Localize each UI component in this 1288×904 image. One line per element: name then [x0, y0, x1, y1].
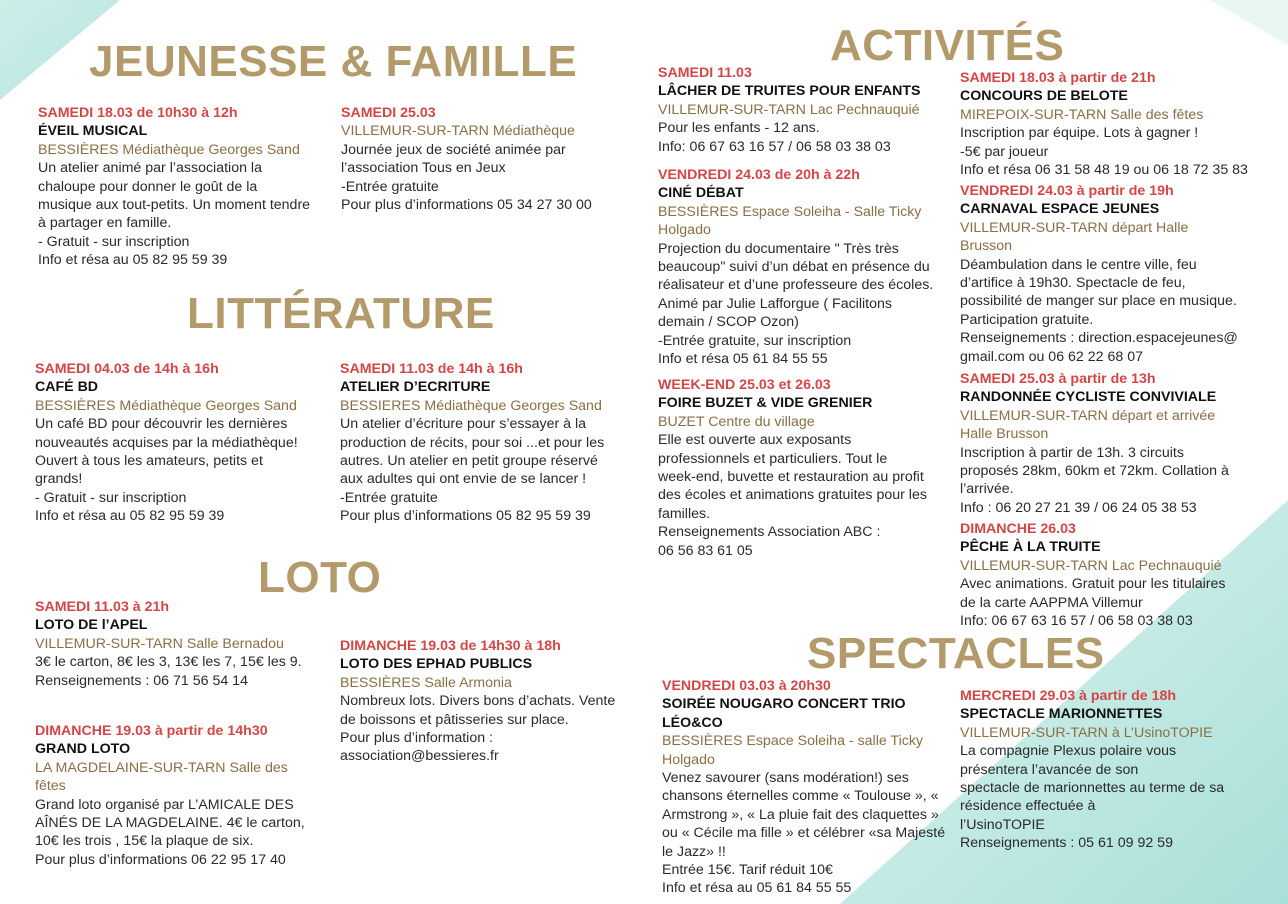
event-place: BESSIERES Médiathèque Georges Sand — [340, 397, 602, 414]
event-peche-truite — [960, 520, 1258, 630]
event-description: Pour les enfants - 12 ans. Info: 06 67 63 16 57 / 06 58 03 38 03 — [658, 120, 891, 155]
event-place: VILLEMUR-SUR-TARN Salle Bernadou — [35, 635, 284, 652]
event-eveil-musical — [38, 104, 334, 270]
section-title-spectacles: SPECTACLES — [807, 629, 1105, 678]
event-description: Un atelier animé par l’association la chaloupe pour donner le goût de la musique aux tout-petits. Un moment tendre à partager en famille. - Gratuit - sur inscription Info et résa au 05 82 95 59 39 — [38, 160, 311, 269]
event-date: VENDREDI 24.03 de 20h à 22h — [658, 167, 860, 183]
event-loto-ephad — [340, 637, 635, 766]
event-name: PÊCHE À LA TRUITE — [960, 539, 1101, 556]
event-place: VILLEMUR-SUR-TARN à L’UsinoTOPIE — [960, 724, 1213, 741]
event-name: CARNAVAL ESPACE JEUNES — [960, 201, 1160, 218]
event-grand-loto — [35, 722, 335, 869]
event-description: Elle est ouverte aux exposants professionnels et particuliers. Tout le week-end, buvette et restauration au profit des écoles et animations gratuites pour les familles. Renseignements Association ABC : 06 56 83 61 05 — [658, 432, 927, 559]
event-description: Inscription à partir de 13h. 3 circuits proposés 28km, 60km et 72km. Collation à l’arrivée. Info : 06 20 27 21 39 / 06 24 05 38 53 — [960, 444, 1229, 516]
event-place: BESSIÈRES Médiathèque Georges Sand — [38, 141, 300, 158]
event-cine-debat — [658, 166, 953, 368]
event-cafe-bd — [35, 360, 335, 526]
event-place: VILLEMUR-SUR-TARN Médiathèque — [341, 123, 575, 140]
event-place: BESSIÈRES Espace Soleiha - Salle Ticky Holgado — [658, 203, 922, 239]
event-date: VENDREDI 03.03 à 20h30 — [662, 678, 831, 694]
event-name: FOIRE BUZET & VIDE GRENIER — [658, 395, 873, 412]
event-name: CINÉ DÉBAT — [658, 185, 744, 202]
event-date: SAMEDI 04.03 de 14h à 16h — [35, 361, 219, 377]
event-place: VILLEMUR-SUR-TARN départ et arrivée Halle Brusson — [960, 407, 1216, 443]
event-description: Un café BD pour découvrir les dernières nouveautés acquises par la médiathèque! Ouvert à tous les amateurs, petits et grands! - Gratuit - sur inscription Info et résa au 05 82 95 59 39 — [35, 416, 298, 525]
event-description: Inscription par équipe. Lots à gagner ! -5€ par joueur Info et résa 06 31 58 48 19 ou 06 18 72 35 83 — [960, 125, 1248, 179]
event-description: Grand loto organisé par L’AMICALE DES AÎNÉS DE LA MAGDELAINE. 4€ le carton, 10€ les trois , 15€ la plaque de six. Pour plus d’informations 06 22 95 17 40 — [35, 796, 305, 868]
event-place: VILLEMUR-SUR-TARN Lac Pechnauquié — [658, 101, 920, 118]
event-date: SAMEDI 18.03 de 10h30 à 12h — [38, 105, 238, 121]
event-date: SAMEDI 18.03 à partir de 21h — [960, 70, 1156, 86]
event-atelier-ecriture — [340, 360, 630, 526]
event-randonnee-cycliste — [960, 370, 1258, 517]
event-place: LA MAGDELAINE-SUR-TARN Salle des fêtes — [35, 759, 288, 795]
event-description: Nombreux lots. Divers bons d’achats. Vente de boissons et pâtisseries sur place. Pour plus d’information : association@bessieres.fr — [340, 693, 616, 765]
event-description: Un atelier d’écriture pour s’essayer à la production de récits, pour soi ...et pour les autres. Un atelier en petit groupe réservé aux adultes qui ont envie de se lancer ! -Entrée gratuite Pour plus d’informations 05 82 95 59 39 — [340, 416, 605, 525]
event-date: SAMEDI 11.03 à 21h — [35, 599, 170, 615]
event-name: LÂCHER DE TRUITES POUR ENFANTS — [658, 83, 921, 100]
event-name: LOTO DES EPHAD PUBLICS — [340, 656, 533, 673]
event-date: VENDREDI 24.03 à partir de 19h — [960, 183, 1174, 199]
event-description: Projection du documentaire " Très très beaucoup" suivi d’un débat en présence du réalisateur et d’une professeure des écoles. Animé par Julie Lafforgue ( Facilitons demain / SCOP Ozon) -Entrée gratuite, sur inscription Info et résa 05 61 84 55 55 — [658, 240, 934, 368]
event-place: VILLEMUR-SUR-TARN départ Halle Brusson — [960, 219, 1189, 255]
event-date: DIMANCHE 26.03 — [960, 521, 1076, 537]
event-place: MIREPOIX-SUR-TARN Salle des fêtes — [960, 106, 1204, 123]
event-date: SAMEDI 11.03 — [658, 65, 752, 81]
event-jeux-societe — [341, 104, 631, 214]
event-date: SAMEDI 25.03 à partir de 13h — [960, 371, 1156, 387]
event-name: ÉVEIL MUSICAL — [38, 123, 148, 140]
event-date: SAMEDI 11.03 de 14h à 16h — [340, 361, 523, 377]
event-description: 3€ le carton, 8€ les 3, 13€ les 7, 15€ les 9. Renseignements : 06 71 56 54 14 — [35, 654, 302, 689]
event-description: Déambulation dans le centre ville, feu d’artifice à 19h30. Spectacle de feu, possibilité de manger sur place en musique. Participation gratuite. Renseignements : direction.espacejeunes@ gmail.com ou 06 62 22 68 07 — [960, 256, 1238, 365]
event-description: La compagnie Plexus polaire vous présentera l’avancée de son spectacle de marionnettes au terme de sa résidence effectuée à l’UsinoTOPIE Renseignements : 05 61 09 92 59 — [960, 743, 1225, 852]
event-lacher-truites — [658, 64, 953, 156]
event-loto-apel — [35, 598, 335, 690]
section-title-activites: ACTIVITÉS — [830, 21, 1065, 70]
event-date: WEEK-END 25.03 et 26.03 — [658, 377, 831, 393]
section-title-litterature: LITTÉRATURE — [187, 289, 495, 338]
event-name: RANDONNÉE CYCLISTE CONVIVIALE — [960, 389, 1217, 406]
section-title-jeunesse: JEUNESSE & FAMILLE — [89, 37, 578, 86]
event-foire-buzet — [658, 376, 953, 560]
event-name: SOIRÉE NOUGARO CONCERT TRIO LÉO&CO — [662, 696, 906, 731]
event-date: DIMANCHE 19.03 à partir de 14h30 — [35, 723, 268, 739]
event-description: Avec animations. Gratuit pour les titulaires de la carte AAPPMA Villemur Info: 06 67 63 16 57 / 06 58 03 38 03 — [960, 576, 1226, 630]
event-place: BESSIÈRES Médiathèque Georges Sand — [35, 397, 297, 414]
event-name: LOTO DE l’APEL — [35, 617, 148, 634]
event-soiree-nougaro — [662, 677, 954, 898]
event-name: SPECTACLE MARIONNETTES — [960, 706, 1163, 723]
event-date: MERCREDI 29.03 à partir de 18h — [960, 688, 1177, 704]
event-name: CAFÉ BD — [35, 379, 99, 396]
corner-shape-top-right — [1210, 0, 1288, 45]
event-place: BUZET Centre du village — [658, 413, 815, 430]
event-place: VILLEMUR-SUR-TARN Lac Pechnauquié — [960, 557, 1222, 574]
event-description: Journée jeux de société animée par l’association Tous en Jeux -Entrée gratuite Pour plus d’informations 05 34 27 30 00 — [341, 141, 592, 214]
event-carnaval — [960, 182, 1258, 366]
event-name: ATELIER D’ECRITURE — [340, 379, 491, 396]
event-concours-belote — [960, 69, 1258, 179]
event-place: BESSIÈRES Espace Soleiha - salle Ticky Holgado — [662, 733, 924, 768]
event-date: SAMEDI 25.03 — [341, 105, 436, 121]
event-name: GRAND LOTO — [35, 741, 131, 758]
event-place: BESSIÈRES Salle Armonia — [340, 674, 512, 691]
event-description: Venez savourer (sans modération!) ses chansons éternelles comme « Toulouse », « Armstrong », « La pluie fait des claquettes » ou « Cécile ma fille » et célébrer «sa Majesté le Jazz» !! Entrée 15€. Tarif réduit 10€ Info et résa au 05 61 84 55 55 — [662, 770, 946, 897]
event-spectacle-marionnettes — [960, 687, 1258, 853]
section-title-loto: LOTO — [258, 553, 382, 602]
event-date: DIMANCHE 19.03 de 14h30 à 18h — [340, 638, 561, 654]
event-name: CONCOURS DE BELOTE — [960, 88, 1128, 105]
